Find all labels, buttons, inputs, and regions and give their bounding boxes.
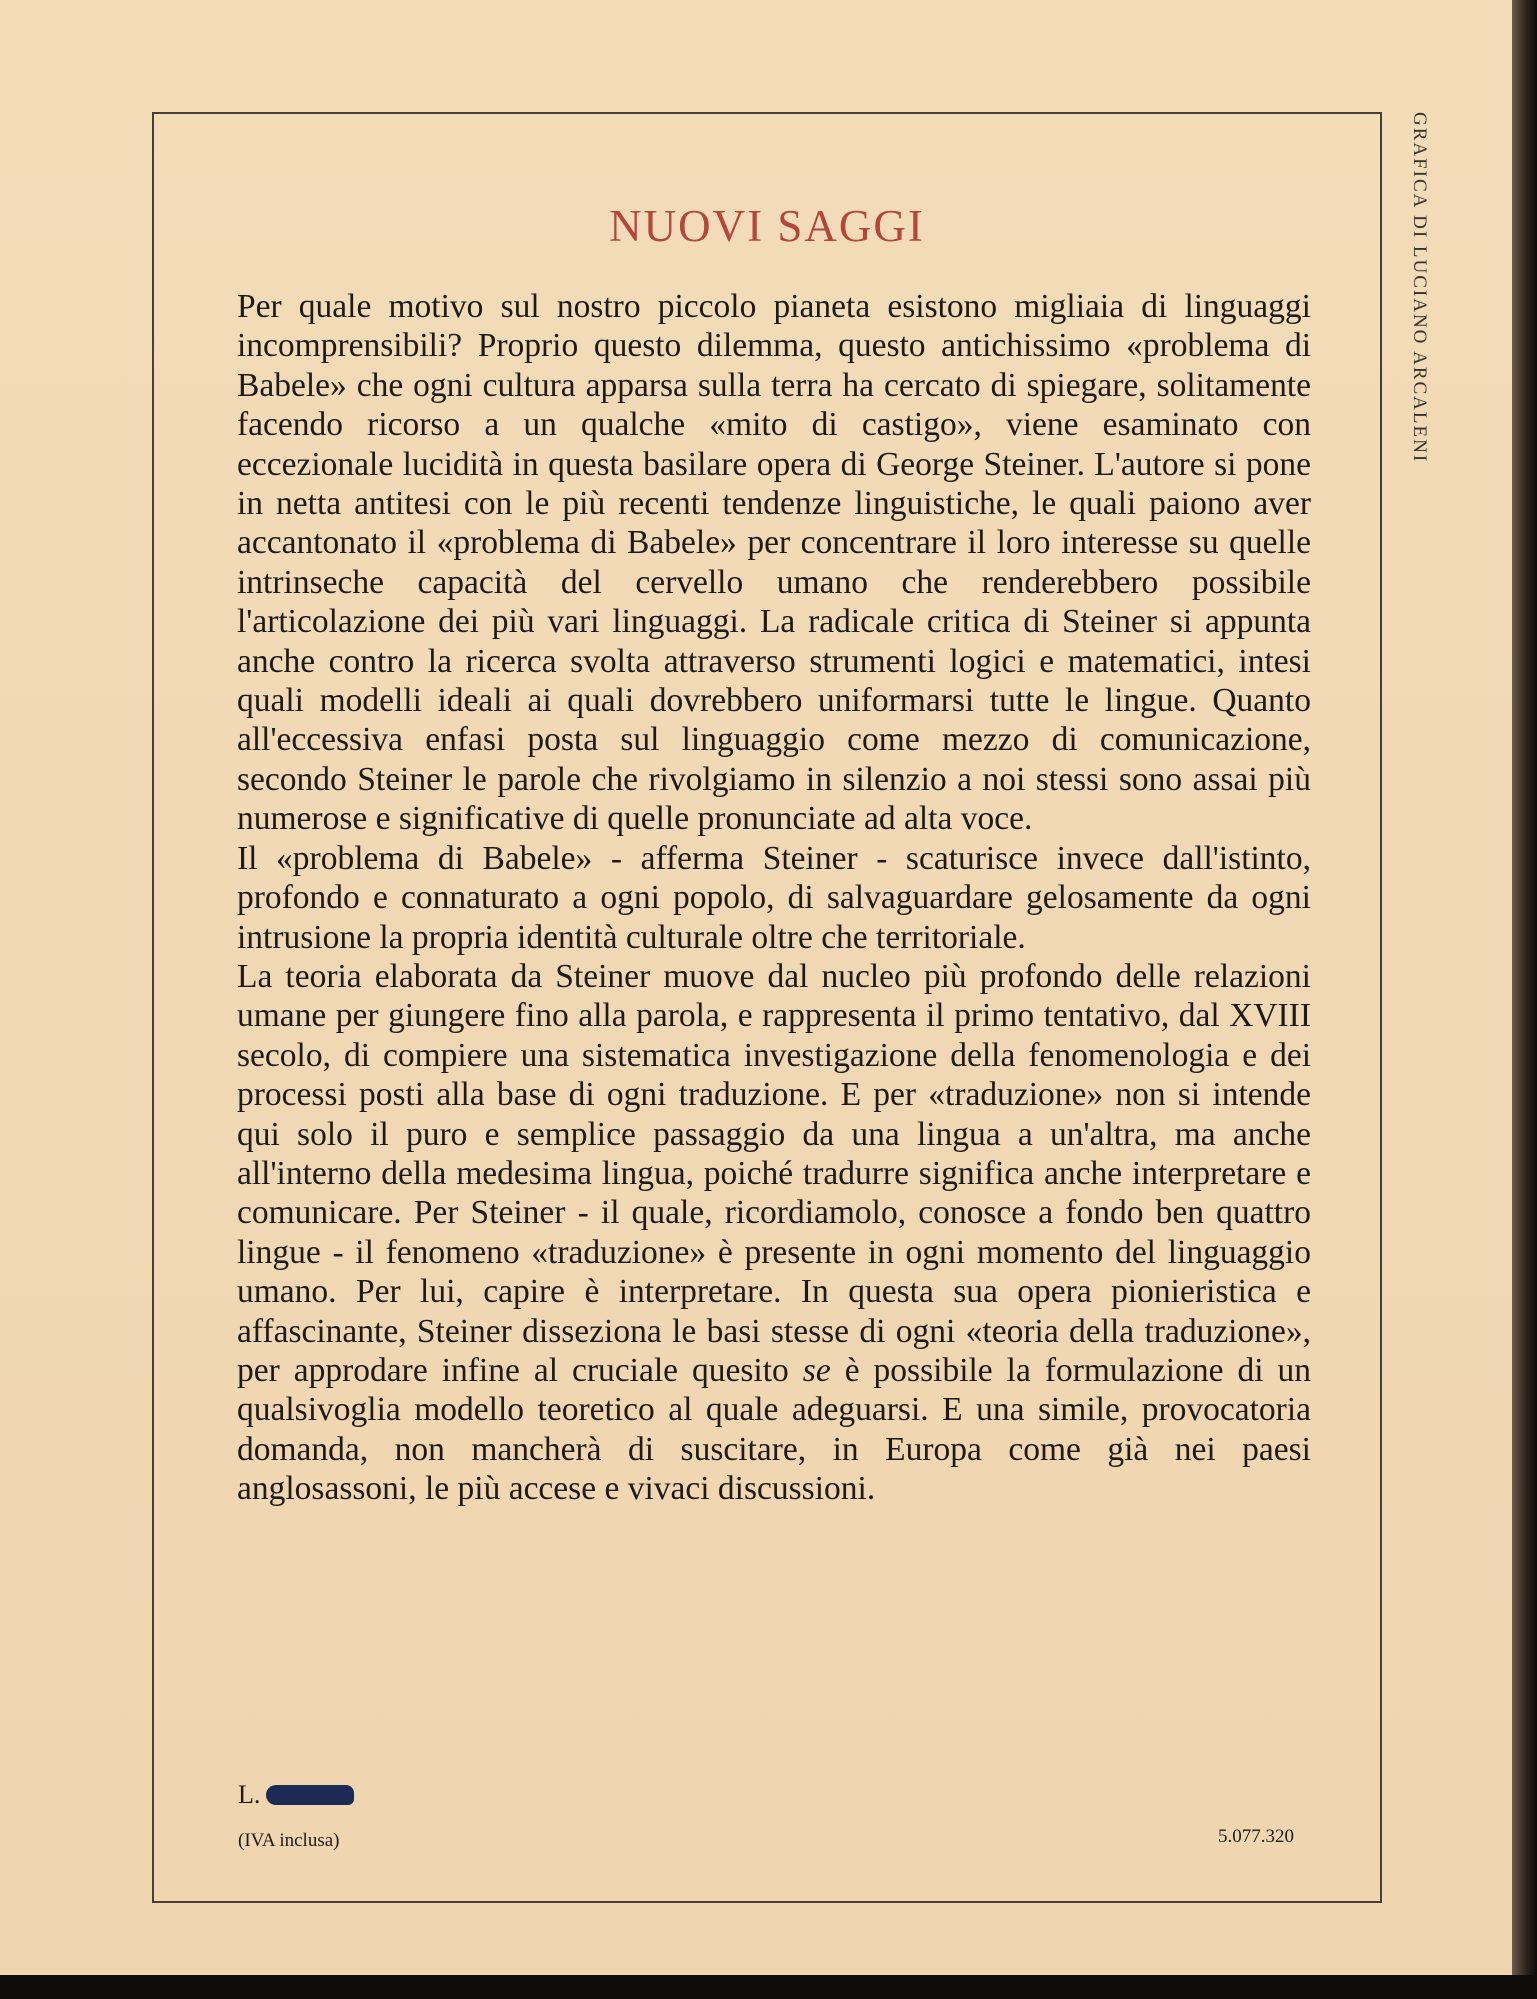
paragraph-3 — [237, 957, 1311, 1509]
redacted-price-mark — [266, 1785, 354, 1805]
vat-note: (IVA inclusa) — [238, 1830, 340, 1851]
price-label: L. — [238, 1780, 261, 1809]
blurb-text — [237, 287, 1311, 1509]
paragraph-1: Per quale motivo sul nostro piccolo pianeta esistono migliaia di linguaggi incomprensibili? Proprio questo dilemma, questo antichissimo «problema di Babele» che ogni cultura apparsa sulla terra ha cercato di spiegare, solitamente facendo ricorso a un qualche «mito di castigo», viene esaminato con eccezionale lucidità in questa basilare opera di George Steiner. L'autore si pone in netta antitesi con le più recenti tendenze linguistiche, le quali paiono aver accantonato il «problema di Babele» per concentrare il loro interesse su quelle intrinseche capacità del cervello umano che renderebbero possibile l'articolazione dei più vari linguaggi. La radicale critica di Steiner si appunta anche contro la ricerca svolta attraverso strumenti logici e matematici, intesi quali modelli ideali ai quali dovrebbero uniformarsi tutte le lingue. Quanto all'eccessiva enfasi posta sul linguaggio come mezzo di comunicazione, secondo Steiner le parole che rivolgiamo in silenzio a noi stessi sono assai più numerose e significative di quelle pronunciate ad alta voce. — [237, 288, 1311, 838]
bottom-edge-shadow — [0, 1975, 1537, 1999]
price — [238, 1780, 354, 1810]
paragraph-2: Il «problema di Babele» - afferma Steiner - scaturisce invece dall'istinto, profondo e connaturato a ogni popolo, di salvaguardare gelosamente da ogni intrusione la propria identità culturale oltre che territoriale. — [237, 839, 1311, 956]
book-code: 5.077.320 — [1218, 1826, 1294, 1847]
paragraph-3-end: è possibile la formulazione di un qualsivoglia modello teoretico al quale adeguarsi. E una simile, provocatoria domanda, non mancherà di suscitare, in Europa come già nei paesi anglosassoni, le più accese e vivaci discussioni. — [237, 1351, 1311, 1508]
paragraph-3-start: La teoria elaborata da Steiner muove dal nucleo più profondo delle relazioni umane per giungere fino alla parola, e rappresenta il primo tentativo, dal XVIII secolo, di compiere una sistematica investigazione della fenomenologia e dei processi posti alla base di ogni traduzione. E per «traduzione» non si intende qui solo il puro e semplice passaggio da una lingua a un'altra, ma anche all'interno della medesima lingua, poiché tradurre significa anche interpretare e comunicare. Per Steiner - il quale, ricordiamolo, conosce a fondo ben quattro lingue - il fenomeno «traduzione» è presente in ogni momento del linguaggio umano. Per lui, capire è interpretare. In questa sua opera pionieristica e affascinante, Steiner disseziona le basi stesse di ogni «teoria della traduzione», per approdare infine al cruciale quesito — [237, 957, 1311, 1389]
graphic-design-credit: GRAFICA DI LUCIANO ARCALENI — [1409, 112, 1430, 464]
paragraph-3-italic: se — [802, 1351, 831, 1389]
series-title: NUOVI SAGGI — [609, 201, 925, 251]
cover-edge-shadow — [1512, 0, 1537, 1999]
